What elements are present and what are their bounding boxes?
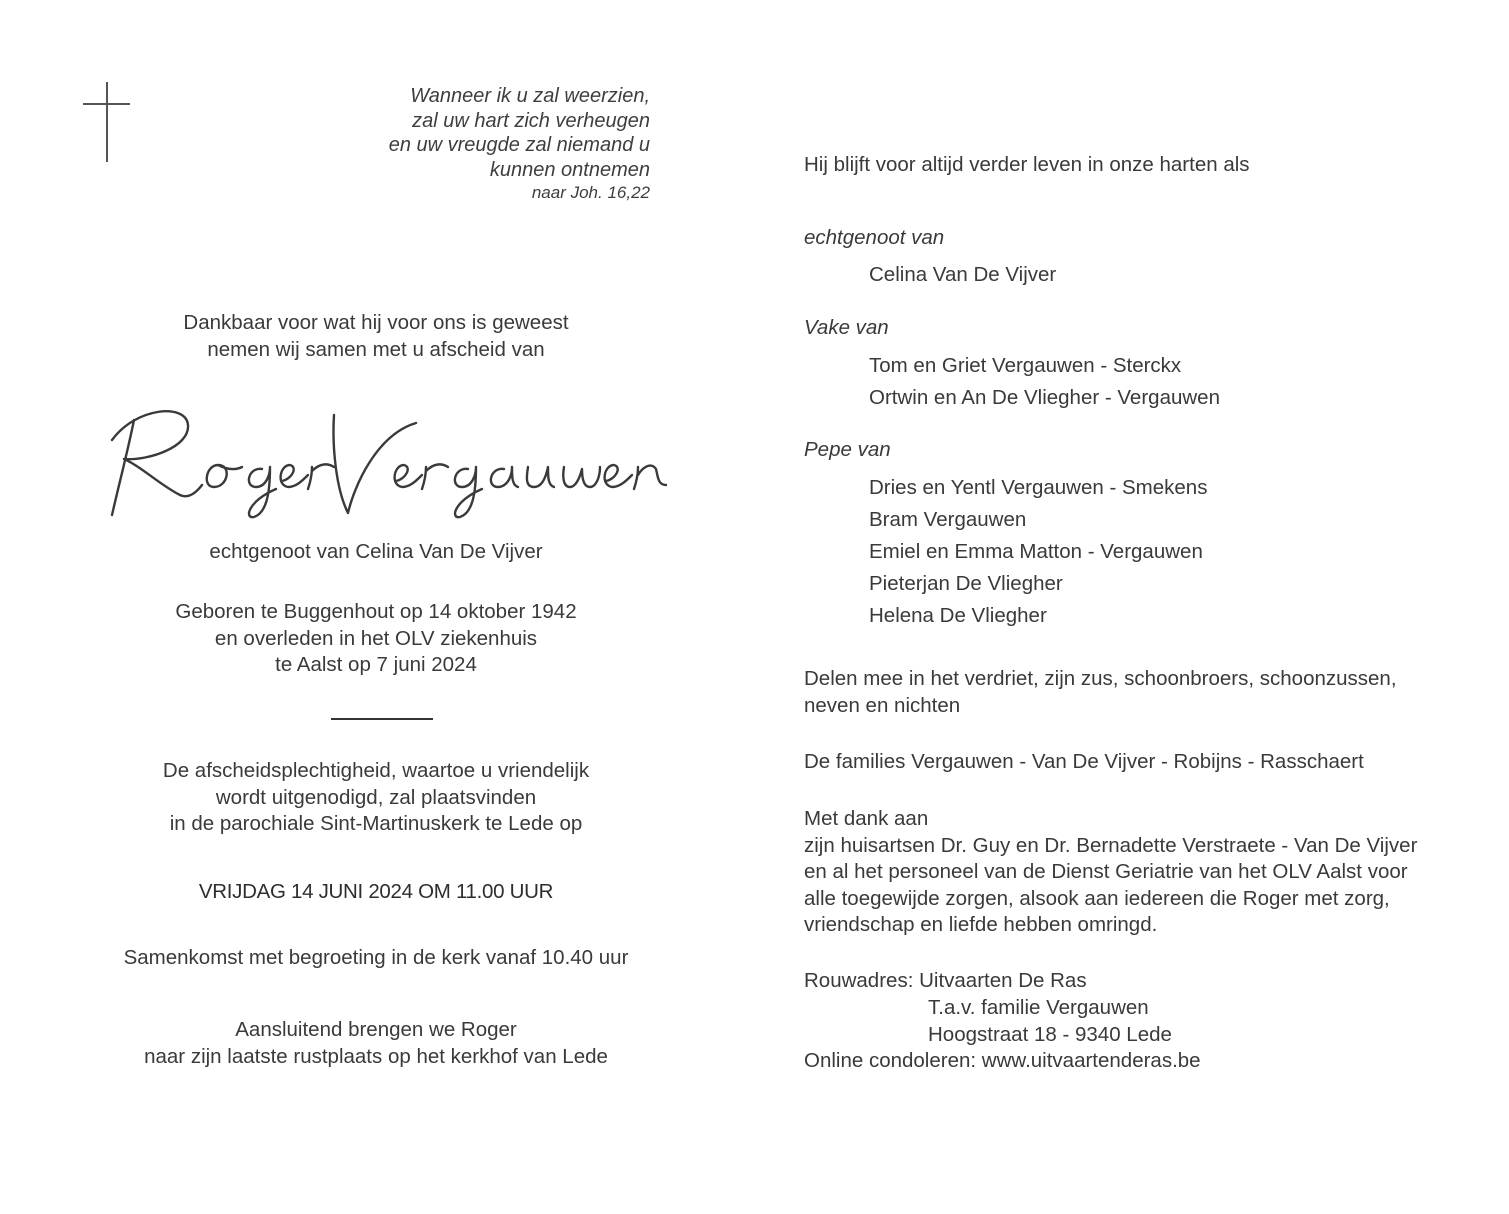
sharing-text — [804, 666, 1397, 719]
ceremony-text — [76, 758, 676, 838]
family-heading-text: Hij blijft voor altijd verder leven in onze harten als — [804, 153, 1250, 176]
thanks-line: en al het personeel van de Dienst Geriatrie van het OLV Aalst voor — [804, 860, 1408, 883]
list-item: Helena De Vliegher — [869, 604, 1047, 627]
address-line: Hoogstraat 18 - 9340 Lede — [928, 1022, 1172, 1046]
list-item: Bram Vergauwen — [869, 508, 1027, 531]
name-signature — [76, 395, 676, 525]
sharing-line: neven en nichten — [804, 693, 961, 717]
gathering-line: Samenkomst met begroeting in de kerk vanaf 10.40 uur — [123, 946, 629, 969]
address-line: T.a.v. familie Vergauwen — [928, 996, 1149, 1019]
verse-line: Wanneer ik u zal weerzien, — [410, 85, 650, 107]
divider — [331, 718, 433, 720]
ceremony-date-text: VRIJDAG 14 JUNI 2024 OM 11.00 UUR — [198, 880, 554, 903]
ceremony-line: wordt uitgenodigd, zal plaatsvinden — [215, 785, 537, 809]
spouse-label-text: echtgenoot van — [804, 226, 945, 249]
cross-horizontal-bar — [83, 103, 130, 105]
family-heading — [804, 152, 1250, 179]
grandchildren-label — [804, 437, 891, 464]
death-place-line: te Aalst op 7 juni 2024 — [275, 653, 477, 676]
families-line: De families Vergauwen - Van De Vijver - Robijns - Rasschaert — [804, 750, 1364, 773]
burial-line: naar zijn laatste rustplaats op het kerkhof van Lede — [144, 1044, 608, 1068]
verse-reference: naar Joh. 16,22 — [531, 183, 650, 202]
children-list — [869, 350, 1220, 414]
intro-line: nemen wij samen met u afscheid van — [207, 337, 545, 361]
thanks-line: alle toegewijde zorgen, alsook aan iedereen die Roger met zorg, — [804, 886, 1390, 910]
spouse-list — [869, 259, 1056, 291]
birth-line: Geboren te Buggenhout op 14 oktober 1942 — [175, 600, 577, 623]
gathering-text — [76, 945, 676, 972]
spouse-text: echtgenoot van Celina Van De Vijver — [209, 540, 543, 563]
online-condolence-link[interactable]: Online condoleren: www.uitvaartenderas.be — [804, 1049, 1201, 1072]
list-item: Emiel en Emma Matton - Vergauwen — [869, 540, 1203, 563]
ceremony-date — [76, 879, 676, 906]
list-item: Tom en Griet Vergauwen - Sterckx — [869, 354, 1182, 377]
grandchildren-list — [869, 472, 1207, 632]
children-label-text: Vake van — [804, 316, 889, 339]
intro-text — [76, 310, 676, 363]
burial-text — [76, 1017, 676, 1070]
grandchildren-label-text: Pepe van — [804, 438, 891, 461]
list-item: Dries en Yentl Vergauwen - Smekens — [869, 476, 1208, 499]
bible-verse — [389, 84, 650, 204]
intro-line: Dankbaar voor wat hij voor ons is geweest — [183, 311, 569, 334]
address-details — [928, 995, 1172, 1048]
ceremony-line: in de parochiale Sint-Martinuskerk te Lede op — [169, 812, 583, 835]
online-condolence — [804, 1048, 1201, 1075]
address-line: Rouwadres: Uitvaarten De Ras — [804, 969, 1087, 992]
death-line: en overleden in het OLV ziekenhuis — [214, 626, 538, 650]
birth-death-info — [76, 599, 676, 679]
ceremony-line: De afscheidsplechtigheid, waartoe u vriendelijk — [162, 759, 590, 782]
list-item: Celina Van De Vijver — [869, 263, 1057, 286]
verse-line: en uw vreugde zal niemand u — [388, 134, 650, 156]
thanks-line: Met dank aan — [804, 807, 929, 830]
thanks-line: vriendschap en liefde hebben omringd. — [804, 913, 1158, 936]
burial-line: Aansluitend brengen we Roger — [235, 1018, 517, 1041]
spouse-label — [804, 225, 944, 252]
list-item: Pieterjan De Vliegher — [869, 572, 1063, 595]
spouse-line — [76, 539, 676, 566]
families-text — [804, 749, 1364, 776]
children-label — [804, 315, 889, 342]
thanks-text — [804, 806, 1417, 939]
verse-line: zal uw hart zich verheugen — [412, 109, 650, 132]
list-item: Ortwin en An De Vliegher - Vergauwen — [869, 386, 1220, 409]
thanks-line: zijn huisartsen Dr. Guy en Dr. Bernadette Verstraete - Van De Vijver — [804, 833, 1418, 857]
cross-vertical-bar — [106, 82, 108, 162]
sharing-line: Delen mee in het verdriet, zijn zus, schoonbroers, schoonzussen, — [804, 667, 1397, 690]
address-heading — [804, 968, 1087, 995]
verse-line: kunnen ontnemen — [489, 158, 650, 181]
